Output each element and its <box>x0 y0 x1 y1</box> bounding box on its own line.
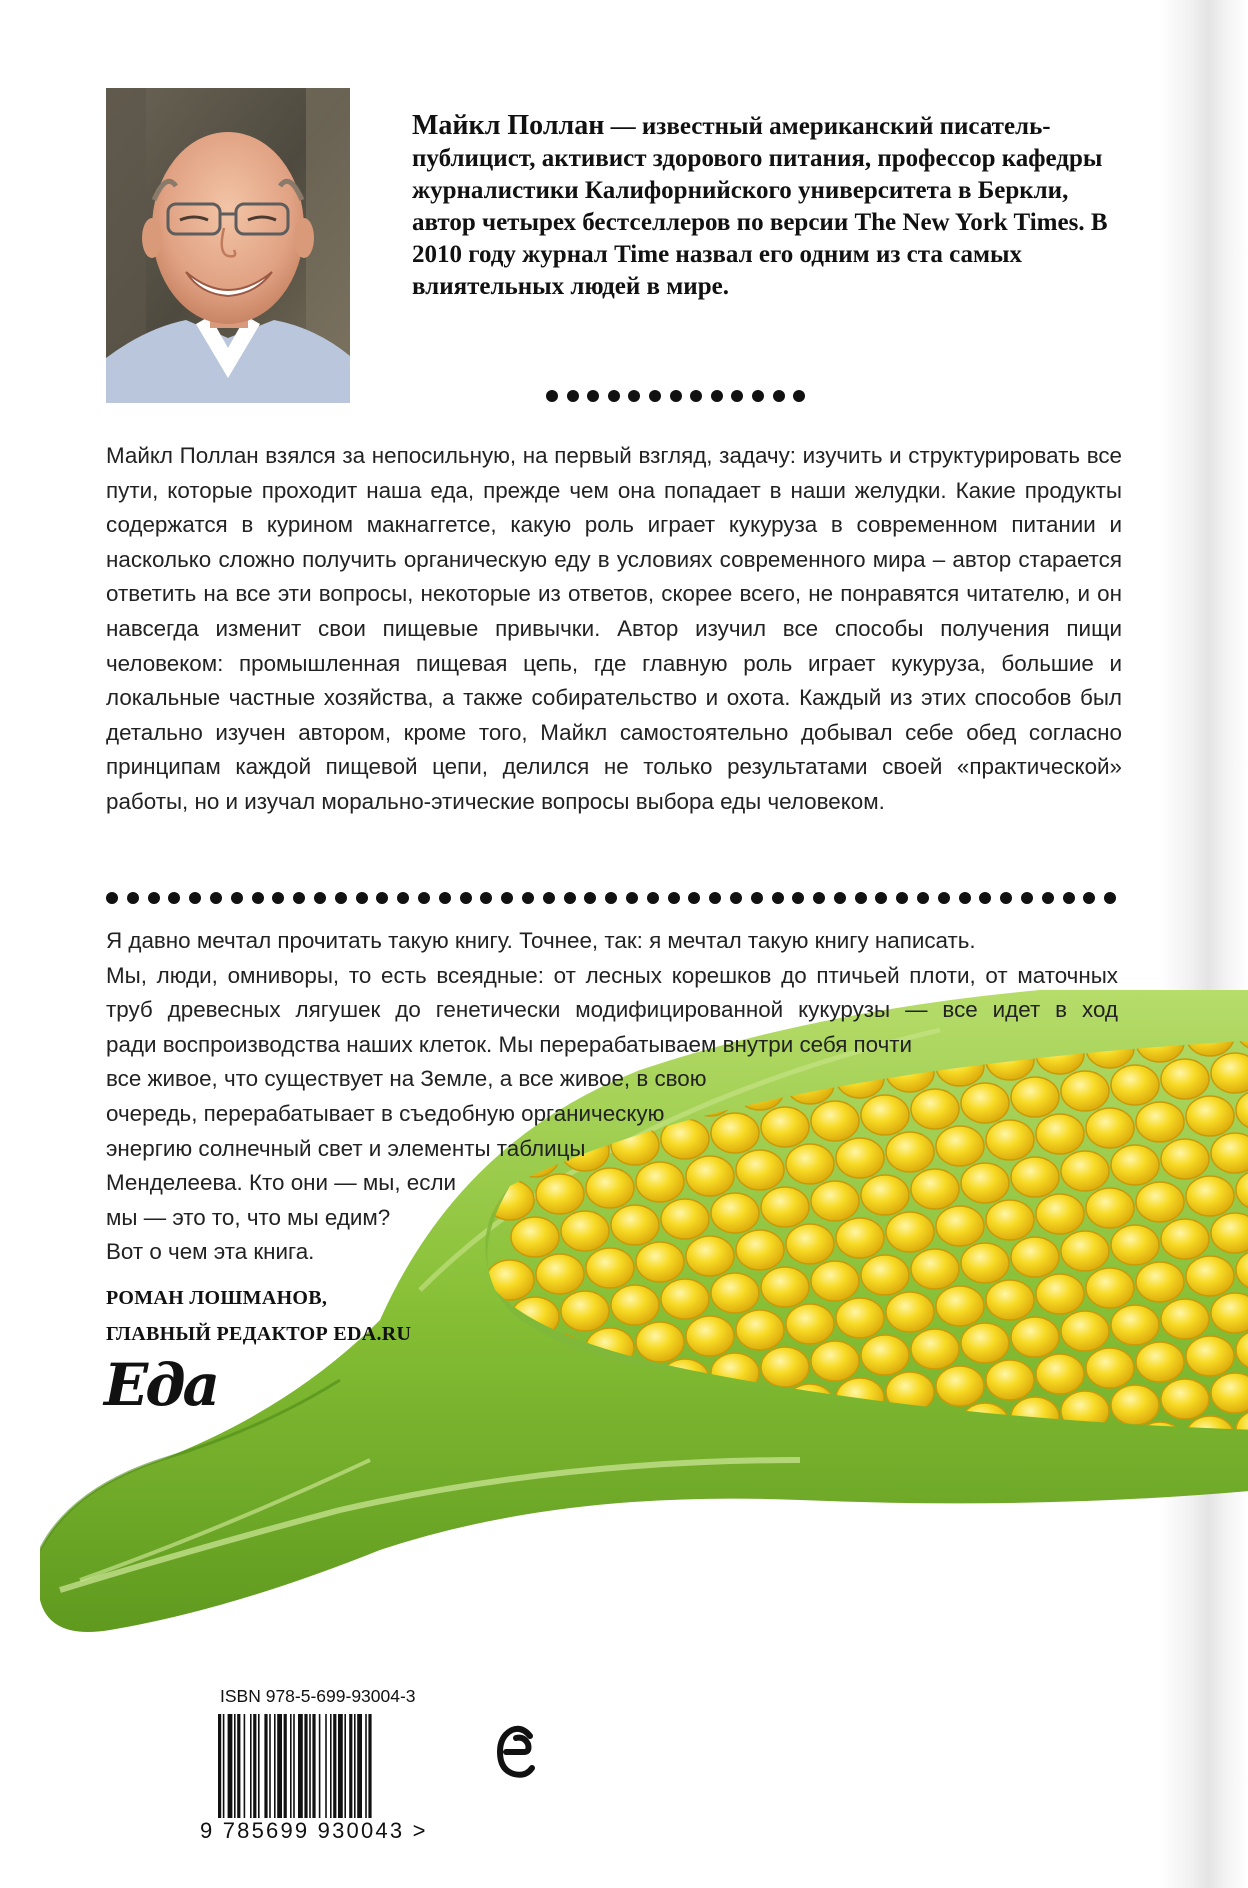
corn-kernel <box>1111 1305 1159 1345</box>
barcode-bar <box>338 1714 343 1818</box>
separator-dot <box>792 892 804 904</box>
corn-kernel <box>1161 1299 1209 1339</box>
separator-dot <box>376 892 388 904</box>
quote-line: Менделеева. Кто они — мы, если <box>106 1170 457 1196</box>
corn-kernel <box>761 1267 809 1307</box>
barcode-bar <box>223 1714 225 1818</box>
corn-kernel <box>661 1279 709 1319</box>
separator-dot <box>522 892 534 904</box>
separator-dot <box>959 892 971 904</box>
separator-dot <box>272 892 284 904</box>
separator-dot <box>917 892 929 904</box>
separator-dot <box>356 892 368 904</box>
corn-kernel <box>786 1304 834 1344</box>
separator-dot <box>587 390 599 402</box>
barcode-bar <box>330 1714 332 1818</box>
barcode-bar <box>368 1714 371 1818</box>
separator-dot <box>480 892 492 904</box>
corn-kernel <box>1086 1268 1134 1308</box>
quote-signature <box>106 1280 411 1352</box>
corn-kernel <box>936 1286 984 1326</box>
separator-dot <box>628 390 640 402</box>
barcode-bar <box>304 1714 307 1818</box>
quote-line: труб древесных лягушек до генетически модифицированной кукурузы — все идет в ход <box>106 997 1118 1023</box>
barcode-bar <box>269 1714 271 1818</box>
quote-line: Я давно мечтал прочитать такую книгу. Точнее, так: я мечтал такую книгу написать. <box>106 928 976 953</box>
separator-dot <box>752 390 764 402</box>
corn-kernel <box>1186 1336 1234 1376</box>
corn-kernel <box>1136 1102 1184 1142</box>
dot-separator-short <box>546 390 805 402</box>
corn-kernel <box>1161 1379 1209 1419</box>
separator-dot <box>1042 892 1054 904</box>
corn-kernel <box>936 1366 984 1406</box>
barcode <box>216 1714 436 1818</box>
separator-dot <box>1083 892 1095 904</box>
quote-line: все живое, что существует на Земле, а все живое, в свою <box>106 1066 707 1092</box>
quote-line: ради воспроизводства наших клеток. Мы перерабатываем внутри себя почти <box>106 1031 913 1057</box>
barcode-bar <box>264 1714 267 1818</box>
barcode-bar <box>234 1714 236 1818</box>
corn-kernel <box>886 1292 934 1332</box>
separator-dot <box>773 390 785 402</box>
corn-kernel <box>1136 1262 1184 1302</box>
author-name: Майкл Поллан <box>412 110 605 141</box>
barcode-bar <box>309 1714 311 1818</box>
editor-quote <box>106 924 1122 1270</box>
quote-line: Вот о чем эта книга. <box>106 1239 315 1265</box>
separator-dot <box>1063 892 1075 904</box>
barcode-bar <box>354 1714 356 1818</box>
separator-dot <box>731 390 743 402</box>
barcode-bar <box>284 1714 287 1818</box>
barcode-bar <box>253 1714 256 1818</box>
separator-dot <box>690 390 702 402</box>
separator-dot <box>168 892 180 904</box>
barcode-bar <box>293 1714 295 1818</box>
barcode-bar <box>312 1714 315 1818</box>
separator-dot <box>210 892 222 904</box>
separator-dot <box>875 892 887 904</box>
separator-dot <box>231 892 243 904</box>
separator-dot <box>1021 892 1033 904</box>
corn-kernel <box>1036 1354 1084 1394</box>
barcode-bar <box>277 1714 282 1818</box>
corn-kernel <box>686 1316 734 1356</box>
separator-dot <box>605 892 617 904</box>
separator-dot <box>127 892 139 904</box>
corn-kernel <box>1186 1256 1234 1296</box>
separator-dot <box>397 892 409 904</box>
barcode-bar <box>365 1714 367 1818</box>
barcode-bar <box>349 1714 352 1818</box>
separator-dot <box>813 892 825 904</box>
separator-dot <box>793 390 805 402</box>
corn-kernel <box>1011 1317 1059 1357</box>
book-description: Майкл Поллан взялся за непосильную, на первый взгляд, задачу: изучить и структурировать все пути, которые проходит наша еда, прежде чем она попадает в наши желудки. Какие продукты содержатся в курином макнаггетсе, какую роль играет кукуруза в современном питании и насколько сложно получить органическую еду в условиях современного мира – автор старается ответить на все эти вопросы, некоторые из ответов, скорее всего, не понравятся читателю, и он навсегда изменит свои пищевые привычки. Автор изучил все способы получения пищи человеком: промышленная пищевая цепь, где главную роль играет кукуруза, большие и локальные частные хозяйства, а также собирательство и охота. Каждый из этих способов был детально изучен автором, кроме того, Майкл самостоятельно добывал себе обед согласно принципам каждой пищевой цепи, делился не только результатами своей «практической» работы, но и изучал морально-этические вопросы выбора еды человеком. <box>106 443 1122 814</box>
separator-dot <box>751 892 763 904</box>
separator-dot <box>649 390 661 402</box>
separator-dot <box>335 892 347 904</box>
corn-kernel <box>711 1273 759 1313</box>
corn-kernel <box>611 1285 659 1325</box>
separator-dot <box>834 892 846 904</box>
corn-kernel <box>836 1298 884 1338</box>
corn-kernel <box>761 1347 809 1387</box>
corn-kernel <box>1161 1219 1209 1259</box>
corn-kernel <box>1136 1342 1184 1382</box>
corn-kernel <box>561 1291 609 1331</box>
corn-kernel <box>736 1310 784 1350</box>
separator-dot <box>439 892 451 904</box>
barcode-bar <box>290 1714 292 1818</box>
separator-dot <box>106 892 118 904</box>
barcode-bar <box>244 1714 246 1818</box>
separator-dot <box>668 892 680 904</box>
corn-kernel <box>1186 1096 1234 1136</box>
corn-kernel <box>861 1335 909 1375</box>
corn-kernel <box>1036 1274 1084 1314</box>
quote-line: энергию солнечный свет и элементы таблицы <box>106 1135 586 1161</box>
corn-kernel <box>1086 1348 1134 1388</box>
separator-dot <box>564 892 576 904</box>
separator-dot <box>1000 892 1012 904</box>
barcode-bar <box>298 1714 303 1818</box>
quote-line: очередь, перерабатывает в съедобную органическую <box>106 1100 665 1126</box>
corn-kernel <box>986 1280 1034 1320</box>
separator-dot <box>938 892 950 904</box>
barcode-bar <box>228 1714 233 1818</box>
author-bio <box>412 110 1132 303</box>
eda-logo: Еда <box>104 1351 218 1419</box>
corn-kernel <box>1161 1139 1209 1179</box>
separator-dot <box>688 892 700 904</box>
separator-dot <box>979 892 991 904</box>
corn-kernel <box>636 1322 684 1362</box>
corn-kernel <box>1111 1385 1159 1425</box>
corn-kernel <box>1186 1176 1234 1216</box>
separator-dot <box>293 892 305 904</box>
separator-dot <box>647 892 659 904</box>
barcode-bar <box>333 1714 336 1818</box>
corn-kernel <box>961 1323 1009 1363</box>
separator-dot <box>148 892 160 904</box>
barcode-bar <box>325 1714 327 1818</box>
separator-dot <box>543 892 555 904</box>
dot-separator-long <box>106 892 1116 904</box>
barcode-bar <box>344 1714 346 1818</box>
separator-dot <box>1104 892 1116 904</box>
separator-dot <box>730 892 742 904</box>
separator-dot <box>567 390 579 402</box>
corn-kernel <box>1161 1059 1209 1099</box>
separator-dot <box>626 892 638 904</box>
separator-dot <box>584 892 596 904</box>
signature-role: ГЛАВНЫЙ РЕДАКТОР EDA.RU <box>106 1323 412 1345</box>
barcode-digits: 9 785699 930043 > <box>200 1818 428 1843</box>
separator-dot <box>418 892 430 904</box>
separator-dot <box>896 892 908 904</box>
separator-dot <box>546 390 558 402</box>
isbn-label: ISBN 978-5-699-93004-3 <box>220 1686 416 1706</box>
corn-kernel <box>1136 1182 1184 1222</box>
corn-kernel <box>911 1329 959 1369</box>
corn-kernel <box>811 1341 859 1381</box>
quote-line: мы — это то, что мы едим? <box>106 1204 391 1230</box>
separator-dot <box>314 892 326 904</box>
eksmo-logo-icon <box>494 1722 538 1782</box>
barcode-bar <box>319 1714 321 1818</box>
separator-dot <box>189 892 201 904</box>
barcode-bar <box>357 1714 362 1818</box>
barcode-bar <box>258 1714 260 1818</box>
separator-dot <box>711 390 723 402</box>
separator-dot <box>460 892 472 904</box>
quote-line: Мы, люди, омниворы, то есть всеядные: от лесных корешков до птичьей плоти, от маточных <box>106 962 1118 988</box>
separator-dot <box>855 892 867 904</box>
author-photo <box>106 88 350 403</box>
separator-dot <box>608 390 620 402</box>
corn-kernel <box>1061 1311 1109 1351</box>
barcode-bar <box>237 1714 240 1818</box>
author-bio-text: — известный американский писатель-публицист, активист здорового питания, профессор кафедры журналистики Калифорнийского университета в Беркли, автор четырех бестселлеров по версии The New York Times. В 2010 году журнал Time назвал его одним из ста самых влиятельных людей в мире. <box>412 113 1108 300</box>
separator-dot <box>772 892 784 904</box>
barcode-bar <box>218 1714 221 1818</box>
signature-name: РОМАН ЛОШМАНОВ, <box>106 1287 328 1309</box>
corn-kernel <box>986 1360 1034 1400</box>
barcode-bar <box>274 1714 276 1818</box>
separator-dot <box>252 892 264 904</box>
barcode-bar <box>250 1714 252 1818</box>
separator-dot <box>709 892 721 904</box>
separator-dot <box>501 892 513 904</box>
separator-dot <box>670 390 682 402</box>
